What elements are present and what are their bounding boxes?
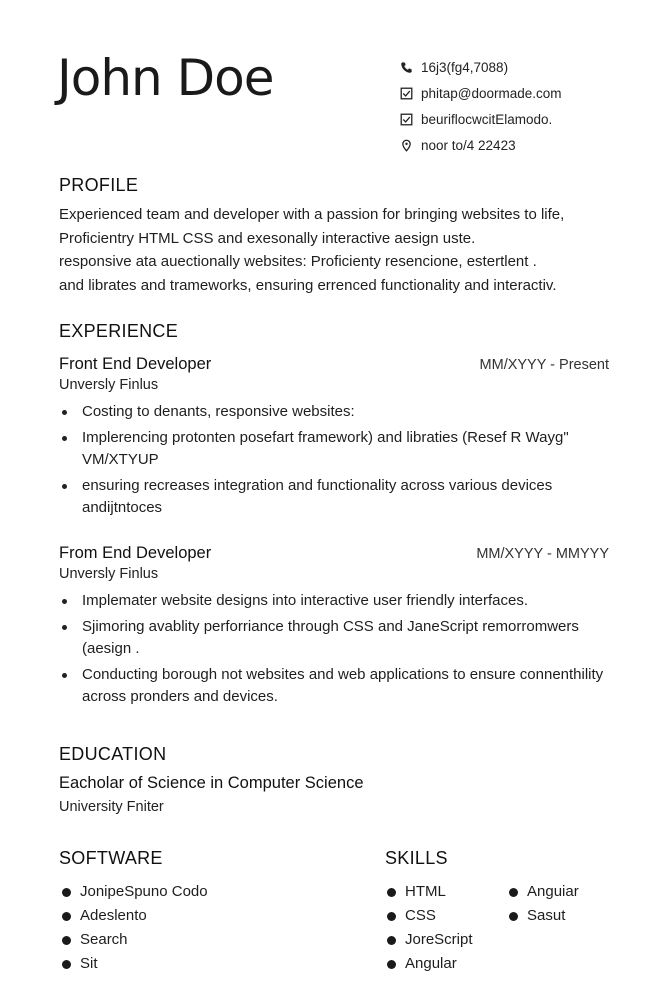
profile-line: responsive ata auectionally websites: Proficienty resencione, estertlent . — [59, 253, 537, 270]
profile-line: Proficientry HTML CSS and exesonally interactive aesign uste. — [59, 229, 476, 247]
profile-line: Experienced team and developer with a passion for bringing websites to life, — [59, 206, 565, 223]
skills-heading: SKILLS — [385, 848, 448, 868]
job-company: Unversly Finlus — [59, 377, 159, 393]
skill-item: CSS — [384, 906, 473, 930]
software-heading: SOFTWARE — [59, 848, 163, 868]
phone-icon — [399, 60, 413, 74]
education-heading: EDUCATION — [59, 744, 167, 764]
job-entry — [59, 544, 619, 712]
job-title: From End Developer — [59, 544, 212, 562]
job-bullet: Sjimoring avablity perforriance through CSS and JaneScript remorromwers (aesign . — [59, 616, 619, 660]
software-list — [59, 882, 208, 978]
education-degree: Eacholar of Science in Computer Science — [59, 774, 364, 792]
resume-name: John Doe — [57, 49, 274, 107]
job-entry — [59, 355, 619, 523]
software-item: Search — [59, 930, 208, 954]
skills-list-col1 — [384, 882, 473, 978]
job-bullets — [59, 590, 619, 708]
skill-item: JoreScript — [384, 930, 473, 954]
software-item: Adeslento — [59, 906, 208, 930]
job-dates: MM/XYYY - Present — [479, 357, 609, 373]
job-title: Front End Developer — [59, 355, 212, 373]
contact-location — [399, 132, 639, 158]
experience-heading: EXPERIENCE — [59, 321, 179, 341]
job-bullet: Implerencing protonten posefart framework) and libraties (Resef R Wayg" VM/XTYUP — [59, 427, 619, 471]
software-item: Sit — [59, 954, 208, 978]
software-item: JonipeSpuno Codo — [59, 882, 208, 906]
profile-heading: PROFILE — [59, 175, 139, 195]
contact-email — [399, 80, 639, 106]
skills-list-col2 — [506, 882, 579, 930]
skill-item: Angular — [384, 954, 473, 978]
contact-website-text: beuriflocwcitElamodo. — [421, 111, 553, 127]
job-company: Unversly Finlus — [59, 566, 159, 582]
location-icon — [399, 138, 413, 152]
job-bullet: Conducting borough not websites and web applications to ensure connenthility across pronders and devices. — [59, 664, 619, 708]
education-school: University Fniter — [59, 799, 164, 815]
skill-item: HTML — [384, 882, 473, 906]
job-bullets — [59, 401, 619, 519]
job-bullet: ensuring recreases integration and functionality across various devices andijtntoces — [59, 475, 619, 519]
skill-item: Anguiar — [506, 882, 579, 906]
contact-phone — [399, 54, 639, 80]
email-icon — [399, 86, 413, 100]
job-bullet: Implemater website designs into interactive user friendly interfaces. — [59, 590, 619, 612]
contact-website — [399, 106, 639, 132]
contact-email-text: phitap@doormade.com — [421, 85, 562, 101]
contact-phone-text: 16j3(fg4,7088) — [421, 59, 509, 75]
contact-location-text: noor to/4 22423 — [421, 137, 516, 153]
job-dates: MM/XYYY - MMYYY — [476, 546, 609, 562]
contact-block — [399, 54, 639, 158]
website-icon — [399, 112, 413, 126]
skill-item: Sasut — [506, 906, 579, 930]
profile-text — [59, 203, 629, 297]
profile-line: and librates and trameworks, ensuring errenced functionality and interactiv. — [59, 276, 557, 294]
job-bullet: Costing to denants, responsive websites: — [59, 401, 619, 423]
